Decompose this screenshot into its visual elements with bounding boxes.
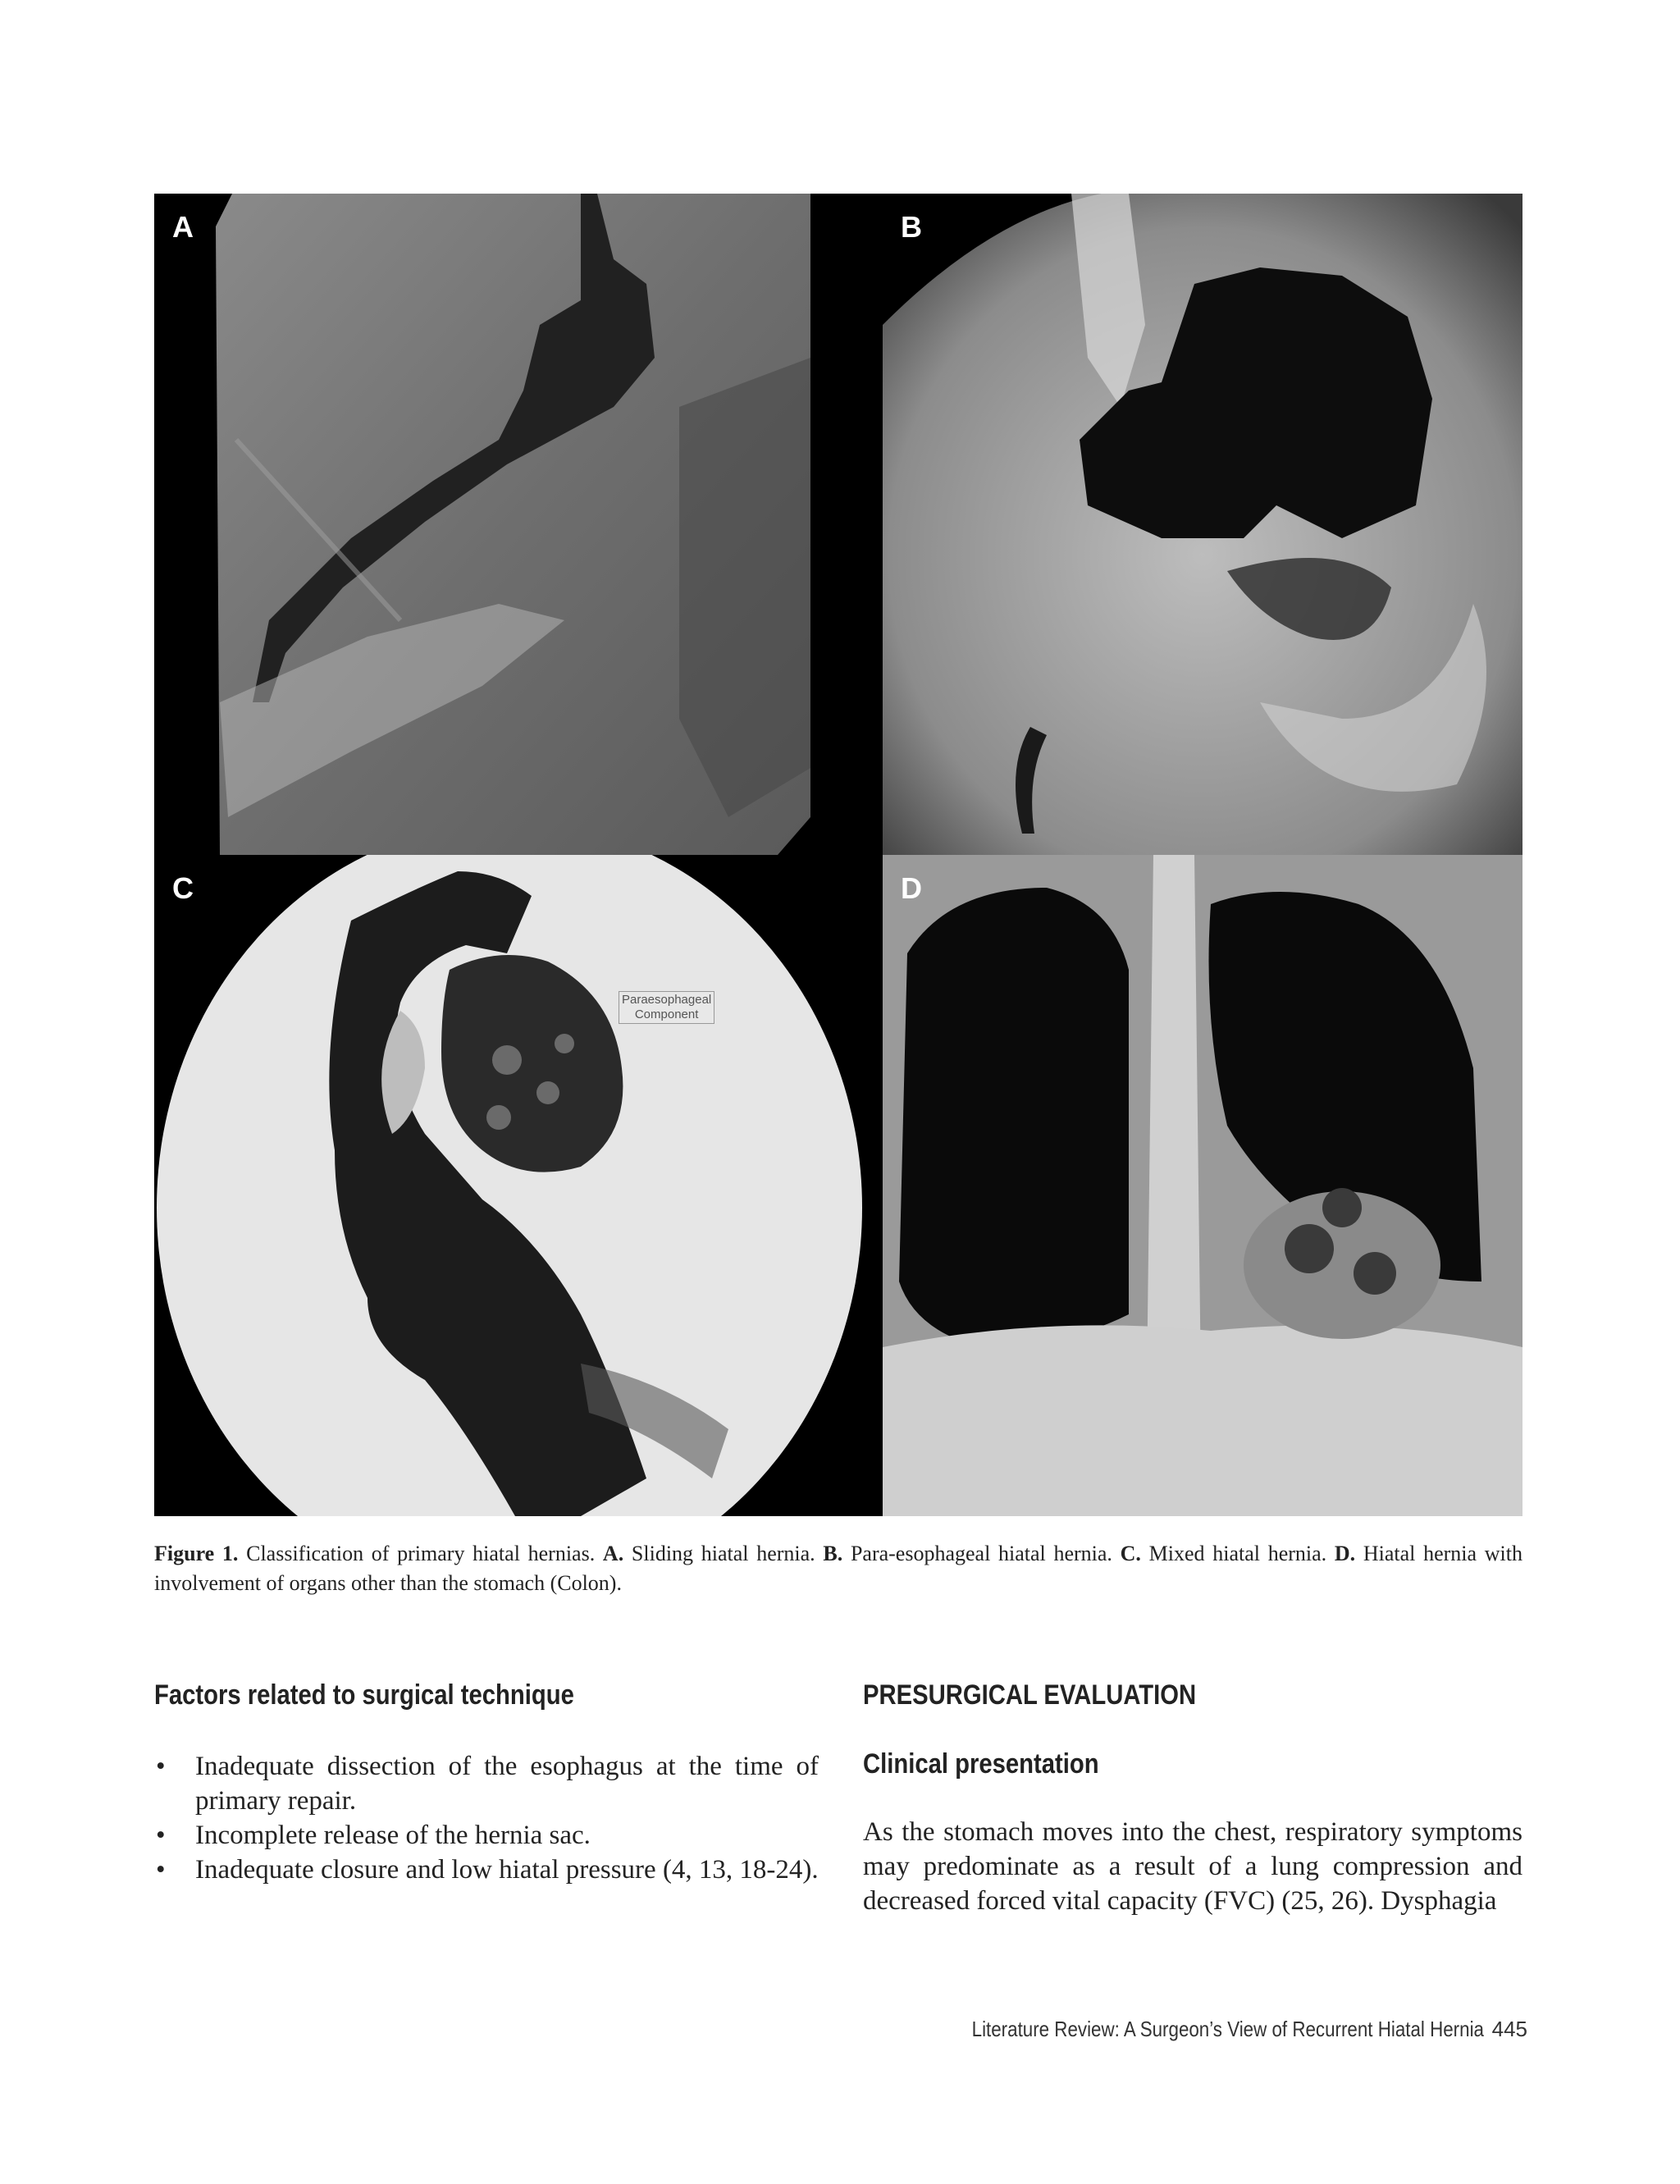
figure-caption [154,1539,1522,1598]
bullet-dot: • [156,1752,166,1781]
figure-panel-c [154,855,865,1516]
running-title: Literature Review: A Surgeon’s View of Recurrent Hiatal Hernia [971,2017,1484,2041]
page-footer [888,2017,1527,2042]
left-column [154,1677,819,1887]
caption-d-label: D. [1334,1542,1356,1565]
figure-panel-a [154,194,865,855]
bullet-dot: • [156,1821,166,1850]
caption-b-text: Para-esophageal hiatal hernia. [842,1542,1121,1565]
caption-b-label: B. [823,1542,843,1565]
xray-image-a [154,194,865,855]
caption-label: Figure 1. [154,1542,239,1565]
xray-image-d [883,855,1522,1516]
caption-d-text: Hiatal hernia with involvement of organs other than the stomach (Colon). [154,1542,1522,1595]
caption-a-text: Sliding hiatal hernia. [623,1542,824,1565]
right-column [863,1677,1522,1918]
caption-a-label: A. [602,1542,624,1565]
surgical-factors-list [154,1749,819,1887]
caption-intro: Classification of primary hiatal hernias. [238,1542,603,1565]
panel-letter-a: A [172,210,194,244]
xray-image-b [883,194,1522,855]
clinical-presentation-paragraph: As the stomach moves into the chest, respiratory symptoms may predominate as a result of a lung compression and decreased forced vital capacity (FVC) (25, 26). Dysphagia [863,1817,1522,1916]
xray-image-c [154,855,865,1516]
page-number: 445 [1491,2017,1527,2041]
caption-c-text: Mixed hiatal hernia. [1140,1542,1335,1565]
section-heading-presurgical-evaluation: PRESURGICAL EVALUATION [863,1679,1197,1711]
paraesophageal-annotation: Paraesophageal Component [619,991,714,1024]
list-item: • Inadequate dissection of the esophagus at the time of primary repair. [154,1749,819,1818]
panel-letter-c: C [172,871,194,905]
list-item: • Incomplete release of the hernia sac. [154,1818,819,1853]
panel-letter-b: B [901,210,922,244]
list-item: • Inadequate closure and low hiatal pressure (4, 13, 18-24). [154,1853,819,1887]
caption-c-label: C. [1120,1542,1141,1565]
panel-letter-d: D [901,871,922,905]
subheading-clinical-presentation: Clinical presentation [863,1748,1099,1780]
figure-panel-b [883,194,1522,855]
figure-1 [154,194,1522,1516]
section-heading-surgical-technique: Factors related to surgical technique [154,1679,574,1711]
figure-panel-d [883,855,1522,1516]
bullet-dot: • [156,1855,166,1885]
